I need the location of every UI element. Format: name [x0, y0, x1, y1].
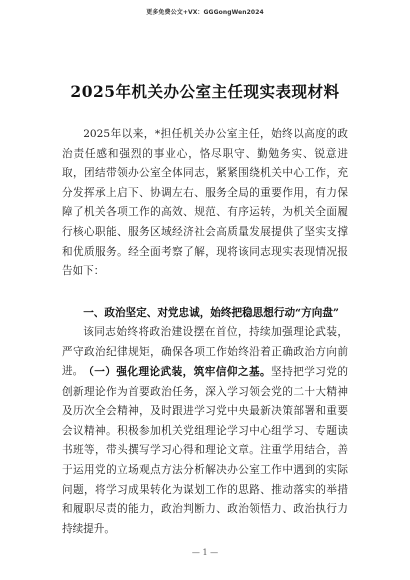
- subsection-heading-1: （一）强化理论武装，筑牢信仰之基。: [83, 366, 272, 378]
- section-heading-1: 一、政治坚定、对党忠诚，始终把稳思想行动“方向盘”: [83, 307, 340, 319]
- section-1-text: 该同志始终将政治建设摆在首位，持续加强理论武装，严守政治纪律规矩，确保各项工作始终沿着正确政治方向前进。: [62, 326, 348, 378]
- intro-text: 2025年以来，*担任机关办公室主任，始终以高度的政治责任感和强烈的事业心，恪尽职守、勤勉务实、锐意进取，团结带领办公室全体同志，紧紧围绕机关中心工作，充分发挥承上启下、协调左右、服务全局的重要作用，有力保障了机关各项工作的高效、规范、有序运转，为机关全面履行核心职能、服务区域经济社会高质量发展提供了坚实支撑和优质服务。经全面考察了解，现将该同志现实表现情况报告如下：: [62, 128, 348, 278]
- subsection-1-paragraph: [62, 363, 348, 539]
- subsection-1-text: 坚持把学习党的创新理论作为首要政治任务，深入学习领会党的二十大精神及历次全会精神，及时跟进学习党中央最新决策部署和重要会议精神。积极参加机关党组理论学习中心组学习、专题读书班等，带头撰写学习心得和理论文章。注重学用结合，善于运用党的立场观点方法分析解决办公室工作中遇到的实际问题，将学习成果转化为谋划工作的思路、推动落实的举措和履职尽责的能力，政治判断力、政治领悟力、政治执行力持续提升。: [62, 366, 349, 535]
- subsection-1-block: [62, 363, 348, 539]
- document-title: 2025年机关办公室主任现实表现材料: [70, 82, 340, 101]
- intro-paragraph: [62, 125, 348, 282]
- page-number: — 1 —: [191, 548, 219, 557]
- header-watermark: 更多免费公文+VX：GGGongWen2024: [146, 9, 264, 16]
